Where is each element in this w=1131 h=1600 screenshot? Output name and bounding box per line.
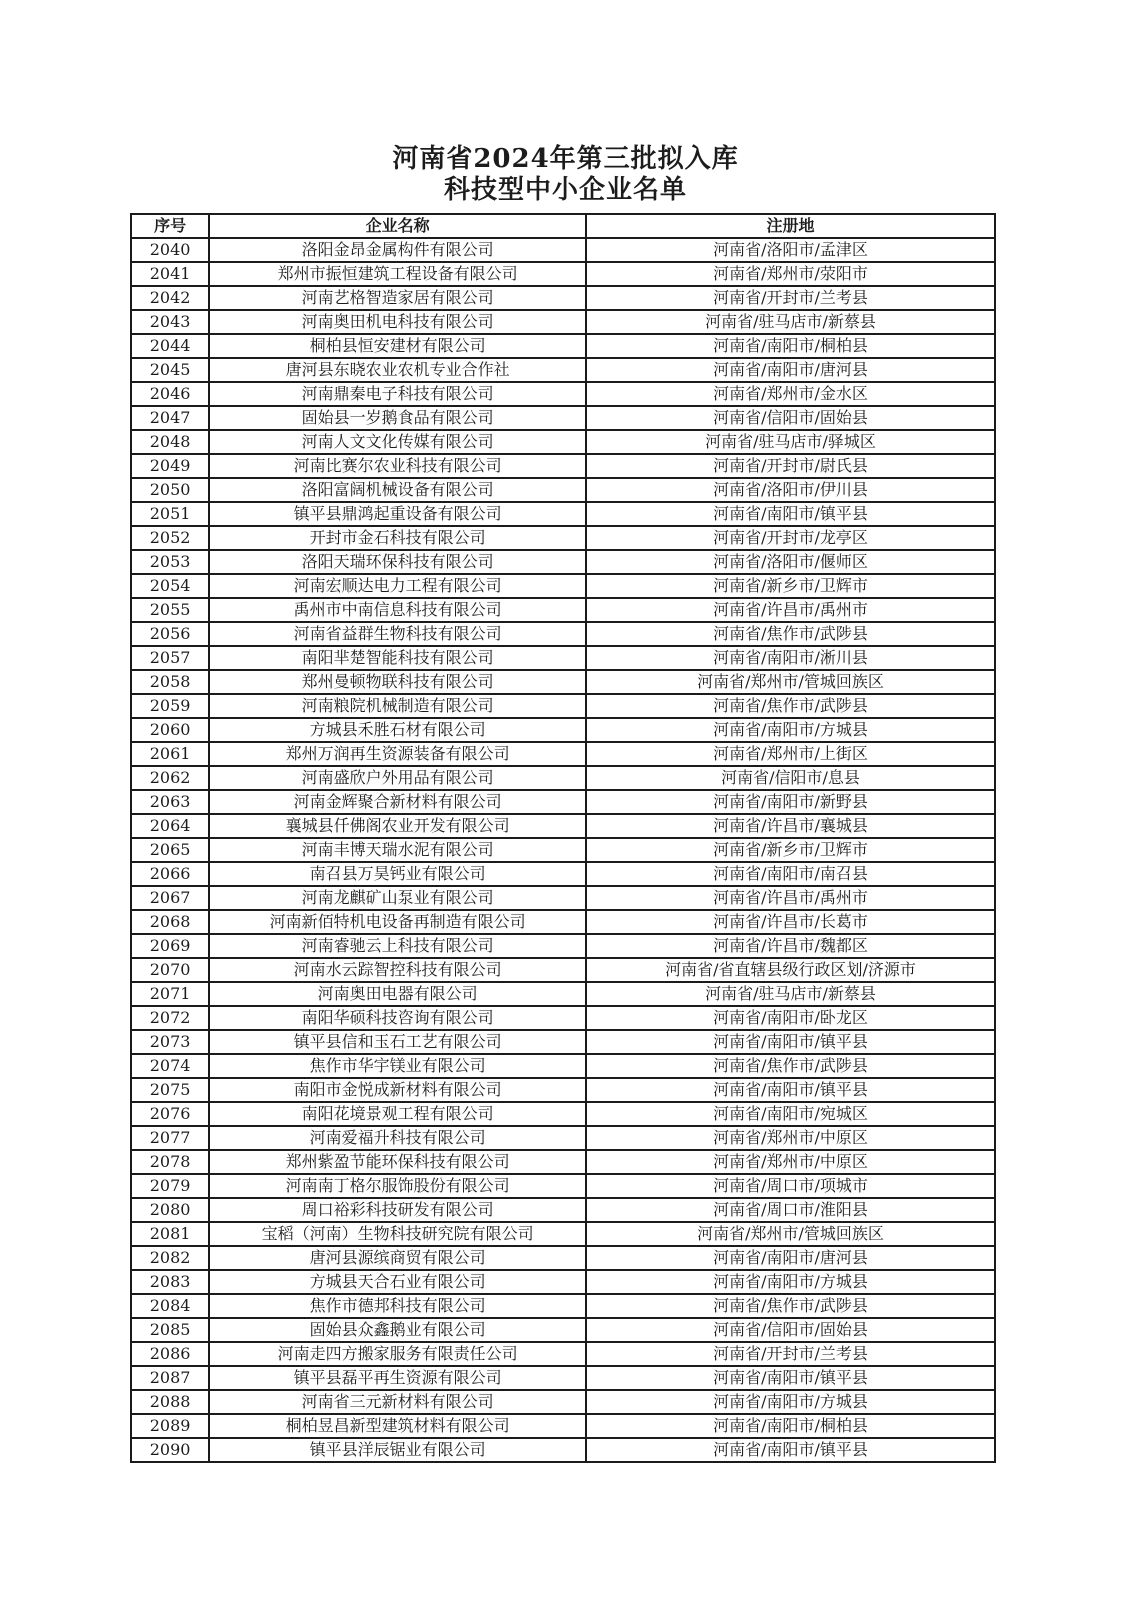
cell-index: 2063 — [131, 790, 209, 814]
cell-index: 2075 — [131, 1078, 209, 1102]
cell-company-name: 河南奥田机电科技有限公司 — [209, 310, 586, 334]
table-row — [131, 430, 995, 454]
table-row — [131, 478, 995, 502]
cell-index: 2080 — [131, 1198, 209, 1222]
cell-registration: 河南省/开封市/兰考县 — [586, 286, 995, 310]
cell-registration: 河南省/南阳市/桐柏县 — [586, 1414, 995, 1438]
table-row — [131, 862, 995, 886]
cell-company-name: 洛阳金昂金属构件有限公司 — [209, 238, 586, 262]
table-row — [131, 1174, 995, 1198]
cell-registration: 河南省/南阳市/桐柏县 — [586, 334, 995, 358]
cell-index: 2065 — [131, 838, 209, 862]
cell-registration: 河南省/焦作市/武陟县 — [586, 622, 995, 646]
cell-index: 2076 — [131, 1102, 209, 1126]
cell-index: 2084 — [131, 1294, 209, 1318]
cell-index: 2042 — [131, 286, 209, 310]
cell-registration: 河南省/南阳市/卧龙区 — [586, 1006, 995, 1030]
cell-registration: 河南省/南阳市/新野县 — [586, 790, 995, 814]
cell-index: 2078 — [131, 1150, 209, 1174]
cell-index: 2049 — [131, 454, 209, 478]
cell-index: 2061 — [131, 742, 209, 766]
cell-index: 2056 — [131, 622, 209, 646]
table-row — [131, 1030, 995, 1054]
cell-index: 2079 — [131, 1174, 209, 1198]
table-row — [131, 1318, 995, 1342]
title-line-2: 科技型中小企业名单 — [443, 175, 687, 205]
cell-company-name: 河南省益群生物科技有限公司 — [209, 622, 586, 646]
cell-index: 2062 — [131, 766, 209, 790]
cell-index: 2054 — [131, 574, 209, 598]
table-row — [131, 766, 995, 790]
cell-company-name: 河南睿驰云上科技有限公司 — [209, 934, 586, 958]
cell-registration: 河南省/南阳市/南召县 — [586, 862, 995, 886]
cell-company-name: 南阳市金悦成新材料有限公司 — [209, 1078, 586, 1102]
cell-index: 2066 — [131, 862, 209, 886]
cell-company-name: 周口裕彩科技研发有限公司 — [209, 1198, 586, 1222]
cell-company-name: 河南艺格智造家居有限公司 — [209, 286, 586, 310]
cell-company-name: 桐柏昱昌新型建筑材料有限公司 — [209, 1414, 586, 1438]
cell-company-name: 南阳芈楚智能科技有限公司 — [209, 646, 586, 670]
cell-registration: 河南省/南阳市/宛城区 — [586, 1102, 995, 1126]
cell-company-name: 河南省三元新材料有限公司 — [209, 1390, 586, 1414]
header-index: 序号 — [131, 214, 209, 238]
table-row — [131, 454, 995, 478]
cell-company-name: 开封市金石科技有限公司 — [209, 526, 586, 550]
table-row — [131, 742, 995, 766]
cell-company-name: 镇平县洋辰锯业有限公司 — [209, 1438, 586, 1462]
cell-index: 2069 — [131, 934, 209, 958]
cell-index: 2048 — [131, 430, 209, 454]
cell-index: 2068 — [131, 910, 209, 934]
cell-registration: 河南省/南阳市/淅川县 — [586, 646, 995, 670]
cell-company-name: 焦作市华宇镁业有限公司 — [209, 1054, 586, 1078]
cell-index: 2046 — [131, 382, 209, 406]
table-row — [131, 382, 995, 406]
table-row — [131, 1102, 995, 1126]
cell-registration: 河南省/南阳市/唐河县 — [586, 1246, 995, 1270]
cell-index: 2089 — [131, 1414, 209, 1438]
cell-company-name: 方城县禾胜石材有限公司 — [209, 718, 586, 742]
table-row — [131, 310, 995, 334]
table-row — [131, 1366, 995, 1390]
cell-registration: 河南省/驻马店市/驿城区 — [586, 430, 995, 454]
cell-company-name: 河南粮院机械制造有限公司 — [209, 694, 586, 718]
header-registration: 注册地 — [586, 214, 995, 238]
table-row — [131, 1294, 995, 1318]
table-row — [131, 1438, 995, 1462]
cell-registration: 河南省/洛阳市/偃师区 — [586, 550, 995, 574]
cell-company-name: 河南爱福升科技有限公司 — [209, 1126, 586, 1150]
cell-registration: 河南省/南阳市/唐河县 — [586, 358, 995, 382]
cell-index: 2072 — [131, 1006, 209, 1030]
cell-company-name: 郑州市振恒建筑工程设备有限公司 — [209, 262, 586, 286]
cell-registration: 河南省/郑州市/金水区 — [586, 382, 995, 406]
cell-index: 2090 — [131, 1438, 209, 1462]
cell-registration: 河南省/信阳市/固始县 — [586, 406, 995, 430]
cell-registration: 河南省/南阳市/方城县 — [586, 1390, 995, 1414]
cell-company-name: 焦作市德邦科技有限公司 — [209, 1294, 586, 1318]
table-row — [131, 1150, 995, 1174]
cell-company-name: 镇平县磊平再生资源有限公司 — [209, 1366, 586, 1390]
cell-registration: 河南省/南阳市/镇平县 — [586, 1078, 995, 1102]
cell-index: 2059 — [131, 694, 209, 718]
cell-registration: 河南省/南阳市/方城县 — [586, 1270, 995, 1294]
table-row — [131, 1198, 995, 1222]
table-row — [131, 838, 995, 862]
cell-company-name: 镇平县信和玉石工艺有限公司 — [209, 1030, 586, 1054]
cell-index: 2067 — [131, 886, 209, 910]
cell-registration: 河南省/焦作市/武陟县 — [586, 1294, 995, 1318]
table-row — [131, 406, 995, 430]
cell-registration: 河南省/洛阳市/伊川县 — [586, 478, 995, 502]
table-row — [131, 286, 995, 310]
cell-company-name: 河南龙麒矿山泵业有限公司 — [209, 886, 586, 910]
cell-company-name: 河南丰博天瑞水泥有限公司 — [209, 838, 586, 862]
cell-index: 2087 — [131, 1366, 209, 1390]
cell-company-name: 郑州万润再生资源装备有限公司 — [209, 742, 586, 766]
cell-registration: 河南省/许昌市/襄城县 — [586, 814, 995, 838]
cell-company-name: 宝稻（河南）生物科技研究院有限公司 — [209, 1222, 586, 1246]
table-row — [131, 574, 995, 598]
cell-index: 2040 — [131, 238, 209, 262]
cell-company-name: 郑州曼顿物联科技有限公司 — [209, 670, 586, 694]
cell-company-name: 桐柏县恒安建材有限公司 — [209, 334, 586, 358]
cell-index: 2060 — [131, 718, 209, 742]
cell-company-name: 河南鼎秦电子科技有限公司 — [209, 382, 586, 406]
table-row — [131, 886, 995, 910]
cell-registration: 河南省/南阳市/镇平县 — [586, 1438, 995, 1462]
cell-registration: 河南省/郑州市/荥阳市 — [586, 262, 995, 286]
table-row — [131, 958, 995, 982]
cell-registration: 河南省/新乡市/卫辉市 — [586, 574, 995, 598]
cell-company-name: 河南比赛尔农业科技有限公司 — [209, 454, 586, 478]
cell-registration: 河南省/驻马店市/新蔡县 — [586, 310, 995, 334]
cell-registration: 河南省/焦作市/武陟县 — [586, 694, 995, 718]
table-row — [131, 718, 995, 742]
cell-company-name: 洛阳天瑞环保科技有限公司 — [209, 550, 586, 574]
table-row — [131, 790, 995, 814]
table-row — [131, 670, 995, 694]
table-row — [131, 1054, 995, 1078]
cell-registration: 河南省/许昌市/魏都区 — [586, 934, 995, 958]
cell-company-name: 南阳华硕科技咨询有限公司 — [209, 1006, 586, 1030]
cell-company-name: 河南奥田电器有限公司 — [209, 982, 586, 1006]
cell-index: 2088 — [131, 1390, 209, 1414]
cell-company-name: 固始县一岁鹅食品有限公司 — [209, 406, 586, 430]
cell-index: 2083 — [131, 1270, 209, 1294]
table-row — [131, 262, 995, 286]
table-row — [131, 1222, 995, 1246]
cell-registration: 河南省/洛阳市/孟津区 — [586, 238, 995, 262]
cell-company-name: 方城县天合石业有限公司 — [209, 1270, 586, 1294]
header-company-name: 企业名称 — [209, 214, 586, 238]
cell-company-name: 唐河县源缤商贸有限公司 — [209, 1246, 586, 1270]
cell-index: 2070 — [131, 958, 209, 982]
cell-company-name: 南召县万昊钙业有限公司 — [209, 862, 586, 886]
table-row — [131, 622, 995, 646]
table-row — [131, 502, 995, 526]
document-title — [0, 144, 1131, 206]
cell-index: 2081 — [131, 1222, 209, 1246]
cell-registration: 河南省/许昌市/禹州市 — [586, 598, 995, 622]
cell-index: 2082 — [131, 1246, 209, 1270]
cell-company-name: 洛阳富阔机械设备有限公司 — [209, 478, 586, 502]
table-row — [131, 550, 995, 574]
cell-index: 2086 — [131, 1342, 209, 1366]
cell-index: 2052 — [131, 526, 209, 550]
table-row — [131, 814, 995, 838]
company-table — [130, 213, 996, 1463]
company-table-header — [131, 214, 995, 238]
cell-company-name: 河南水云踪智控科技有限公司 — [209, 958, 586, 982]
cell-index: 2051 — [131, 502, 209, 526]
cell-registration: 河南省/郑州市/管城回族区 — [586, 1222, 995, 1246]
cell-company-name: 河南金辉聚合新材料有限公司 — [209, 790, 586, 814]
cell-registration: 河南省/南阳市/镇平县 — [586, 502, 995, 526]
cell-registration: 河南省/驻马店市/新蔡县 — [586, 982, 995, 1006]
cell-index: 2043 — [131, 310, 209, 334]
table-row — [131, 1126, 995, 1150]
cell-registration: 河南省/南阳市/镇平县 — [586, 1030, 995, 1054]
cell-company-name: 南阳花境景观工程有限公司 — [209, 1102, 586, 1126]
company-table-rows — [131, 238, 995, 1462]
cell-index: 2064 — [131, 814, 209, 838]
table-row — [131, 1006, 995, 1030]
cell-index: 2041 — [131, 262, 209, 286]
cell-registration: 河南省/许昌市/禹州市 — [586, 886, 995, 910]
cell-company-name: 禹州市中南信息科技有限公司 — [209, 598, 586, 622]
table-row — [131, 646, 995, 670]
cell-company-name: 河南南丁格尔服饰股份有限公司 — [209, 1174, 586, 1198]
header-row — [131, 214, 995, 238]
cell-registration: 河南省/郑州市/中原区 — [586, 1126, 995, 1150]
cell-company-name: 河南走四方搬家服务有限责任公司 — [209, 1342, 586, 1366]
cell-registration: 河南省/南阳市/镇平县 — [586, 1366, 995, 1390]
cell-registration: 河南省/周口市/淮阳县 — [586, 1198, 995, 1222]
cell-registration: 河南省/信阳市/息县 — [586, 766, 995, 790]
cell-index: 2045 — [131, 358, 209, 382]
cell-index: 2085 — [131, 1318, 209, 1342]
table-row — [131, 238, 995, 262]
cell-registration: 河南省/新乡市/卫辉市 — [586, 838, 995, 862]
table-row — [131, 982, 995, 1006]
table-row — [131, 526, 995, 550]
cell-registration: 河南省/开封市/兰考县 — [586, 1342, 995, 1366]
cell-index: 2077 — [131, 1126, 209, 1150]
cell-index: 2053 — [131, 550, 209, 574]
table-row — [131, 1390, 995, 1414]
table-row — [131, 334, 995, 358]
cell-index: 2057 — [131, 646, 209, 670]
cell-company-name: 镇平县鼎鸿起重设备有限公司 — [209, 502, 586, 526]
table-row — [131, 694, 995, 718]
table-row — [131, 598, 995, 622]
cell-company-name: 河南宏顺达电力工程有限公司 — [209, 574, 586, 598]
cell-index: 2055 — [131, 598, 209, 622]
table-row — [131, 934, 995, 958]
cell-registration: 河南省/郑州市/中原区 — [586, 1150, 995, 1174]
cell-registration: 河南省/信阳市/固始县 — [586, 1318, 995, 1342]
cell-index: 2074 — [131, 1054, 209, 1078]
cell-index: 2044 — [131, 334, 209, 358]
cell-index: 2073 — [131, 1030, 209, 1054]
table-row — [131, 910, 995, 934]
cell-registration: 河南省/郑州市/上街区 — [586, 742, 995, 766]
cell-company-name: 河南新佰特机电设备再制造有限公司 — [209, 910, 586, 934]
cell-index: 2047 — [131, 406, 209, 430]
cell-company-name: 固始县众鑫鹅业有限公司 — [209, 1318, 586, 1342]
cell-company-name: 唐河县东晓农业农机专业合作社 — [209, 358, 586, 382]
cell-registration: 河南省/开封市/尉氏县 — [586, 454, 995, 478]
table-row — [131, 1078, 995, 1102]
cell-company-name: 郑州紫盈节能环保科技有限公司 — [209, 1150, 586, 1174]
cell-index: 2058 — [131, 670, 209, 694]
cell-index: 2050 — [131, 478, 209, 502]
table-row — [131, 358, 995, 382]
cell-registration: 河南省/郑州市/管城回族区 — [586, 670, 995, 694]
table-row — [131, 1246, 995, 1270]
cell-index: 2071 — [131, 982, 209, 1006]
table-row — [131, 1342, 995, 1366]
table-row — [131, 1270, 995, 1294]
cell-registration: 河南省/开封市/龙亭区 — [586, 526, 995, 550]
table-row — [131, 1414, 995, 1438]
cell-registration: 河南省/周口市/项城市 — [586, 1174, 995, 1198]
cell-registration: 河南省/南阳市/方城县 — [586, 718, 995, 742]
cell-company-name: 河南人文文化传媒有限公司 — [209, 430, 586, 454]
cell-company-name: 河南盛欣户外用品有限公司 — [209, 766, 586, 790]
cell-registration: 河南省/许昌市/长葛市 — [586, 910, 995, 934]
cell-company-name: 襄城县仟佛阁农业开发有限公司 — [209, 814, 586, 838]
cell-registration: 河南省/焦作市/武陟县 — [586, 1054, 995, 1078]
cell-registration: 河南省/省直辖县级行政区划/济源市 — [586, 958, 995, 982]
title-line-1: 河南省2024年第三批拟入库 — [392, 144, 739, 174]
